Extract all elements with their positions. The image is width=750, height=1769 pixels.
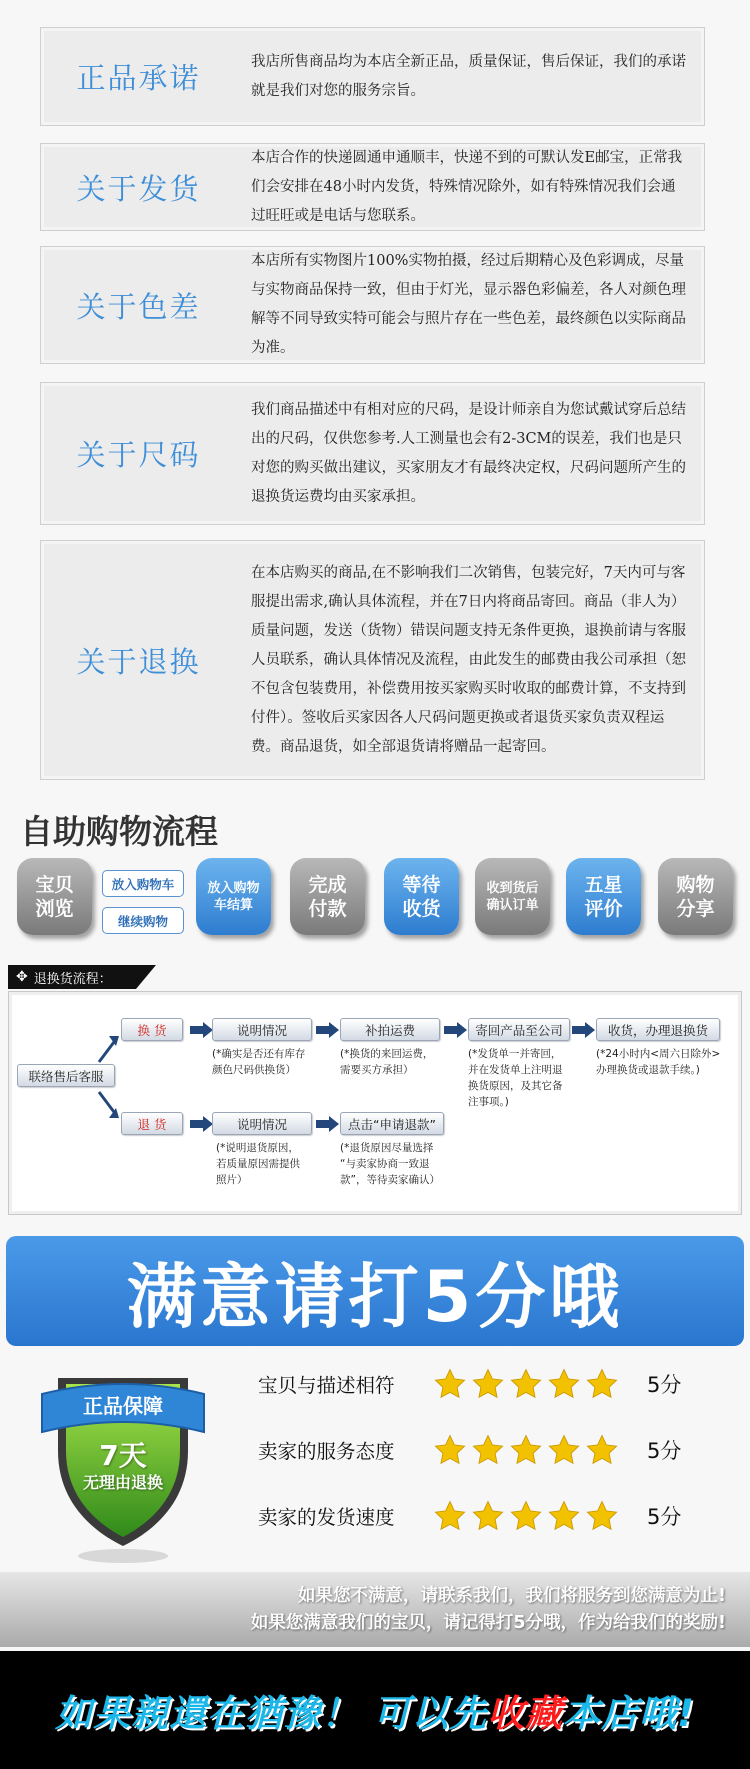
step-confirm-order: [475, 858, 550, 935]
star-icon: [433, 1433, 467, 1467]
continue-shopping-pill[interactable]: 继续购物: [102, 907, 184, 934]
contact-service-button[interactable]: 联络售后客服: [17, 1064, 115, 1087]
star-icon: [471, 1367, 505, 1401]
star-icon: [547, 1367, 581, 1401]
step-five-star-review: [566, 858, 641, 935]
step-share: [658, 858, 733, 935]
footer-slogan: [55, 1683, 695, 1737]
rating-label: 卖家的发货速度: [258, 1506, 395, 1529]
policy-title: 关于退换: [76, 644, 201, 679]
policy-sizing: [40, 382, 705, 525]
star-icon: [509, 1367, 543, 1401]
notice-line-1: 如果您不满意，请联系我们，我们将服务到您满意为止!: [298, 1586, 726, 1606]
rating-row-shipping-speed: [258, 1496, 708, 1536]
star-rating: [433, 1367, 633, 1401]
refund-step-apply[interactable]: 点击“申请退款”: [340, 1112, 444, 1135]
star-rating: [433, 1499, 633, 1533]
policy-shipping: [40, 143, 705, 231]
refund-note: (*退货原因尽量选择 “与卖家协商一致退 款”，等待卖家确认）: [340, 1142, 440, 1186]
rating-row-service: [258, 1430, 708, 1470]
guarantee-badge: [38, 1356, 208, 1566]
step-label: 等待 收货: [402, 873, 441, 920]
exchange-step-shipping-fee: 补拍运费: [340, 1018, 440, 1041]
rating-score: 5分: [647, 1505, 682, 1529]
policy-title: 关于尺码: [76, 438, 201, 472]
notice-bar: [0, 1572, 750, 1647]
step-label: 购物 分享: [676, 873, 715, 920]
policy-returns: [40, 540, 705, 780]
footer-banner: [0, 1651, 750, 1769]
step-label: 完成 付款: [308, 873, 347, 920]
policy-text: 我们商品描述中有相对应的尺码，是设计师亲自为您试戴试穿后总结出的尺码，仅供您参考.人工测量也会有2-3CM的误差，我们也是只对您的购买做出建议，买家朋友才有最终决定权，尺码问题所产生的退换货运费均由买家承担。: [251, 401, 686, 505]
exchange-step-process: 收货，办理退换货: [596, 1018, 720, 1041]
star-icon: [509, 1433, 543, 1467]
move-icon: ✥: [16, 969, 28, 985]
add-to-cart-pill[interactable]: 放入购物车: [102, 870, 184, 897]
step-cart-checkout: [196, 858, 271, 935]
refund-note: (*说明退货原因， 若质量原因需提供 照片）: [216, 1142, 300, 1186]
returns-tag-label: 退换货流程：: [33, 971, 112, 987]
exchange-button[interactable]: 换 货: [121, 1018, 183, 1041]
returns-tag-tail: [136, 965, 156, 989]
rating-banner: 满意请打5分哦: [6, 1236, 744, 1346]
star-icon: [509, 1499, 543, 1533]
policy-color-difference: [40, 246, 705, 364]
exchange-note: (*发货单一并寄回， 并在发货单上注明退 换货原因，及其它备 注事项。): [468, 1048, 563, 1108]
policy-authentic: [40, 27, 705, 126]
star-icon: [585, 1433, 619, 1467]
footer-highlight[interactable]: 收藏: [487, 1692, 563, 1735]
flow-title: 自助购物流程: [20, 812, 218, 851]
step-label: 收到货后 确认订单: [486, 880, 539, 913]
step-browse: [17, 858, 92, 935]
refund-button[interactable]: 退 货: [121, 1112, 183, 1135]
policy-title: 关于发货: [76, 171, 201, 206]
rating-label: 宝贝与描述相符: [258, 1374, 395, 1397]
step-await-delivery: [384, 858, 459, 935]
footer-text-part2: 本店哦!: [563, 1692, 695, 1735]
step-label: 放入购物 车结算: [207, 880, 260, 913]
star-icon: [547, 1499, 581, 1533]
star-icon: [585, 1499, 619, 1533]
notice-line-2: 如果您满意我们的宝贝，请记得打5分哦，作为给我们的奖励!: [250, 1613, 726, 1633]
policy-title: 关于色差: [76, 289, 201, 324]
step-label: 宝贝 浏览: [35, 873, 74, 920]
policy-text: 在本店购买的商品,在不影响我们二次销售，包装完好，7天内可与客服提出需求,确认具体流程，并在7日内将商品寄回。商品（非人为）质量问题，发送（货物）错误问题支持无条件更换，退换前请与客服人员联系，确认具体情况及流程，由此发生的邮费由我公司承担（恕不包含包装费用，补偿费用按买家购买时收取的邮费计算，不支持到付件）。签收后买家因各人尺码问题更换或者退货买家负责双程运费。商品退货，如全部退货请将赠品一起寄回。: [251, 564, 686, 755]
rating-label: 卖家的服务态度: [258, 1440, 395, 1463]
star-icon: [585, 1367, 619, 1401]
badge-sub-text: 无理由退换: [82, 1473, 163, 1492]
rating-score: 5分: [647, 1373, 682, 1397]
star-icon: [433, 1499, 467, 1533]
rating-row-description: [258, 1364, 708, 1404]
star-icon: [471, 1433, 505, 1467]
exchange-step-explain: 说明情况: [212, 1018, 312, 1041]
step-label: 五星 评价: [584, 873, 623, 920]
exchange-note: (*确实是否还有库存 颜色尺码供换货）: [212, 1048, 306, 1076]
footer-text-part1: 如果親還在猶豫！ 可以先: [55, 1692, 487, 1735]
returns-tag: [8, 965, 136, 989]
badge-days-text: 7天: [99, 1439, 147, 1472]
step-pay: [290, 858, 365, 935]
returns-diagram: [8, 991, 742, 1215]
star-icon: [471, 1499, 505, 1533]
policy-text: 我店所售商品均为本店全新正品，质量保证，售后保证，我们的承诺就是我们对您的服务宗旨。: [251, 53, 686, 99]
exchange-step-send-back: 寄回产品至公司: [468, 1018, 570, 1041]
policy-title: 正品承诺: [76, 61, 201, 95]
refund-step-explain: 说明情况: [212, 1112, 312, 1135]
exchange-note: (*换货的来回运费， 需要买方承担）: [340, 1048, 434, 1076]
star-rating: [433, 1433, 633, 1467]
star-icon: [433, 1367, 467, 1401]
badge-top-text: 正品保障: [83, 1394, 163, 1418]
rating-score: 5分: [647, 1439, 682, 1463]
policy-text: 本店合作的快递圆通申通顺丰，快递不到的可默认发E邮宝，正常我们会安排在48小时内发货，特殊情况除外，如有特殊情况我们会通过旺旺或是电话与您联系。: [251, 149, 683, 224]
policy-text: 本店所有实物图片100%实物拍摄，经过后期精心及色彩调成，尽量与实物商品保持一致，但由于灯光，显示器色彩偏差，各人对颜色理解等不同导致实特可能会与照片存在一些色差，最终颜色以实际商品为准。: [251, 253, 686, 356]
exchange-note: (*24小时内<周六日除外> 办理换货或退款手续。): [596, 1048, 721, 1076]
star-icon: [547, 1433, 581, 1467]
